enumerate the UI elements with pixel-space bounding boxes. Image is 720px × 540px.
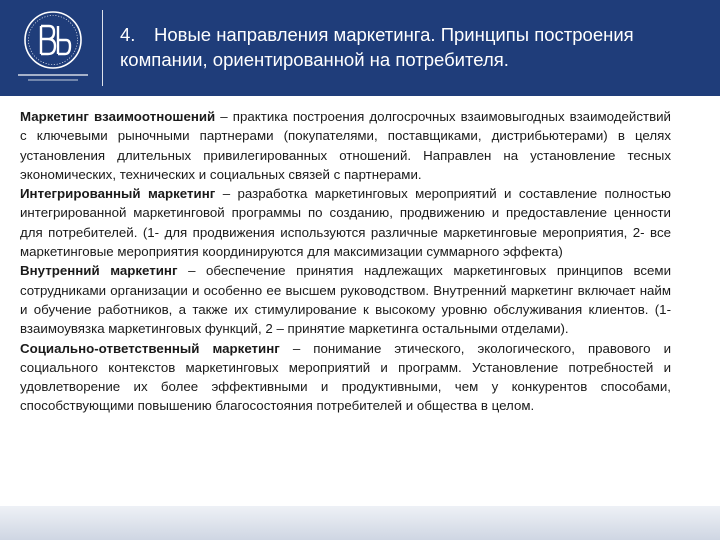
slide-header [0,0,720,96]
definition-integrated-marketing: – разработка маркетинговых мероприятий и составление полностью интегрированной маркетинговой программы по созданию, продвижению и предоставление ценности для потребителей. (1- для продвижения используются различные маркетинговые мероприятия, 2- все маркетинговые мероприятия координируются для максимизации суммарного эффекта) [20,186,671,260]
paragraph-social-marketing [20,339,671,416]
slide-title-text: Новые направления маркетинга. Принципы построения компании, ориентированной на потребителя. [120,24,634,70]
definition-social-marketing: – понимание этического, экологического, правового и социального контекстов маркетинговых мероприятий и программ. Установление потребностей и удовлетворение их более эффективными и продуктивными, чем у конкурентов способами, способствующими повышению благосостояния потребителей и общества в целом. [20,340,671,414]
hse-logo-icon [10,6,96,90]
term-internal-marketing: Внутренний маркетинг [20,263,178,279]
slide-title [120,22,710,72]
slide-number: 4. [120,24,136,45]
term-social-marketing: Социально-ответственный маркетинг [20,340,280,356]
paragraph-internal-marketing [20,261,671,338]
paragraph-relationship-marketing [20,107,671,184]
footer-bar [0,506,720,540]
definition-internal-marketing: – обеспечение принятия надлежащих маркетинговых принципов всеми сотрудниками организации и особенно ее высшем руководством. Внутренний маркетинг включает найм и обучение работников, а также их стимулирование к высокому уровню обслуживания клиентов. (1- взаимоувязка маркетинговых функций, 2 – принятие маркетинга остальными отделами). [20,263,671,337]
slide-body [20,107,671,416]
term-relationship-marketing: Маркетинг взаимоотношений [20,109,216,124]
header-divider [102,10,103,86]
paragraph-integrated-marketing [20,184,671,261]
term-integrated-marketing: Интегрированный маркетинг [20,186,216,202]
definition-relationship-marketing: – практика построения долгосрочных взаимовыгодных взаимодействий с ключевыми рыночными партнерами (покупателями, поставщиками, дистрибьютерами) в целях установления длительных привилегированных отношений. Направлен на установление тесных экономических, технических и социальных связей с партнерами. [20,109,671,182]
